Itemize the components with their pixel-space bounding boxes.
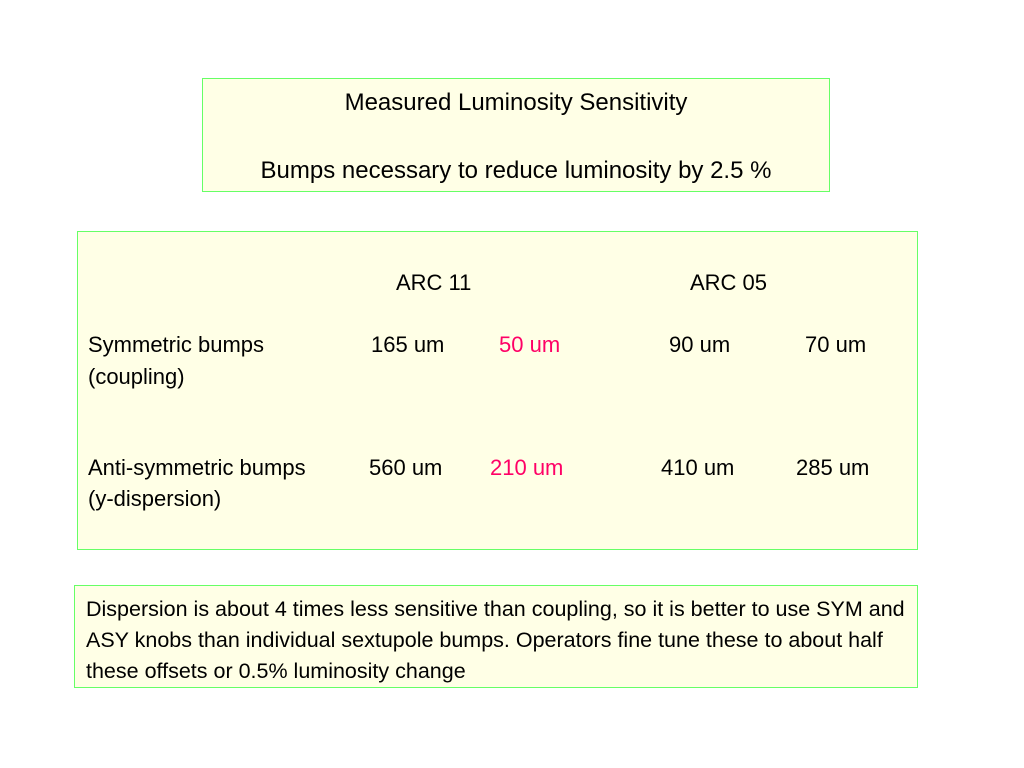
- note-box: [74, 585, 918, 688]
- table-cell: 165 um: [371, 332, 445, 357]
- title-box: [202, 78, 830, 192]
- table-cell: 560 um: [369, 455, 443, 480]
- table-cell: 70 um: [805, 332, 867, 357]
- row-sublabel-coupling: (coupling): [88, 364, 185, 389]
- slide-subtitle: Bumps necessary to reduce luminosity by 2.5 %: [260, 157, 772, 184]
- column-header-arc05: ARC 05: [690, 270, 768, 295]
- table-cell: 90 um: [669, 332, 731, 357]
- column-header-arc11: ARC 11: [396, 270, 472, 295]
- note-text: Dispersion is about 4 times less sensitive than coupling, so it is better to use SYM and ASY knobs than individual sextupole bumps. Operators fine tune these to about half these offsets or 0.5% luminosity change: [86, 597, 905, 683]
- row-label-antisymmetric: Anti-symmetric bumps: [88, 455, 306, 480]
- sensitivity-table: [77, 231, 918, 550]
- row-sublabel-dispersion: (y-dispersion): [88, 486, 222, 511]
- table-cell: 285 um: [796, 455, 870, 480]
- table-cell-highlighted: 210 um: [490, 455, 564, 480]
- table-cell-highlighted: 50 um: [499, 332, 561, 357]
- slide-title: Measured Luminosity Sensitivity: [344, 89, 688, 116]
- row-label-symmetric: Symmetric bumps: [88, 332, 265, 357]
- table-cell: 410 um: [661, 455, 735, 480]
